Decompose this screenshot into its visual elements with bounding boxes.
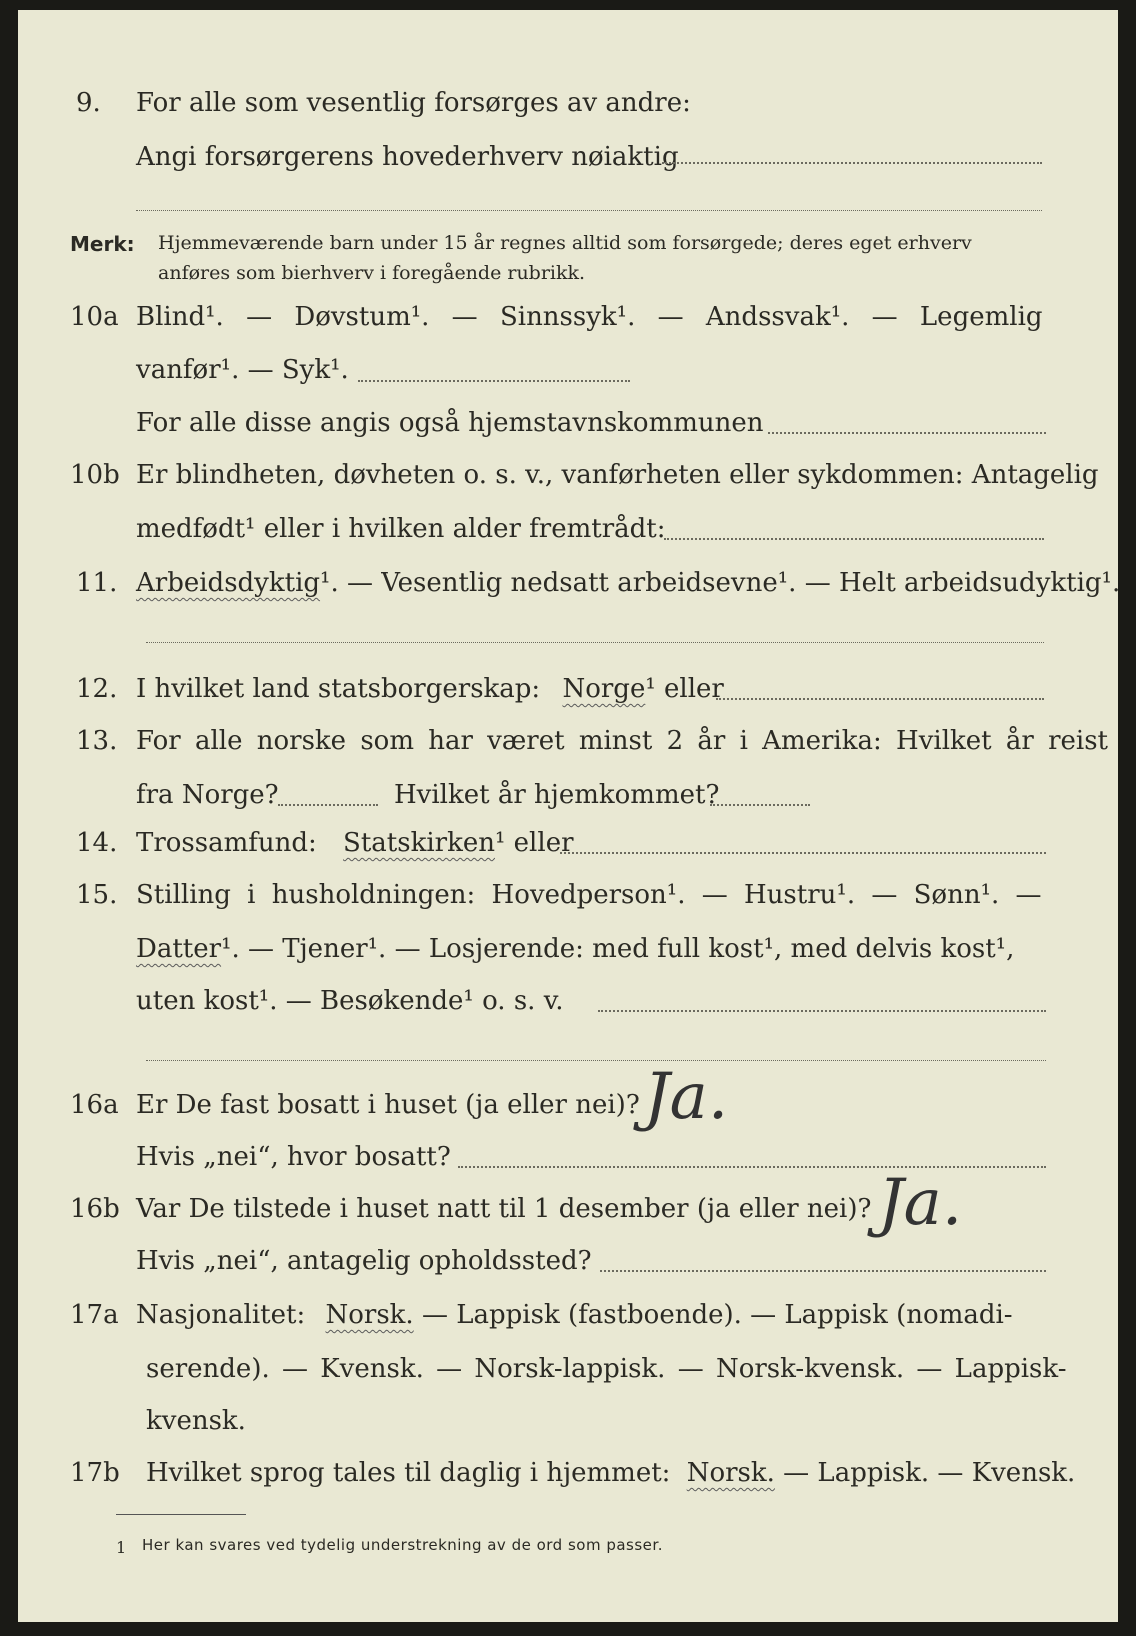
census-form-page	[18, 10, 1121, 1622]
footnote-text: Her kan svares ved tydelig understrekning av de ord som passer.	[142, 1536, 663, 1554]
q15-extra-line[interactable]	[146, 1060, 1046, 1061]
q17a-line3: kvensk.	[146, 1406, 246, 1436]
q10a-number: 10a	[70, 302, 119, 332]
footnote-mark: 1	[116, 1538, 127, 1557]
q17a-number: 17a	[70, 1300, 119, 1330]
q13-year-left-field[interactable]	[278, 804, 378, 806]
merk-line2: anføres som bierhverv i foregående rubrikk.	[158, 262, 586, 284]
q16a-number: 16a	[70, 1090, 119, 1120]
q16b-number: 16b	[70, 1194, 120, 1224]
q16b-location-field[interactable]	[600, 1270, 1046, 1272]
q14-number: 14.	[76, 828, 118, 858]
q14-option-statskirken[interactable]: Statskirken	[343, 828, 495, 858]
q11-rest: ¹. — Vesentlig nedsatt arbeidsevne¹. — Helt arbeidsudyktig¹.	[320, 568, 1121, 598]
q13-number: 13.	[76, 726, 118, 756]
q10a-line3: For alle disse angis også hjemstavnskommunen	[136, 408, 764, 438]
q17b-number: 17b	[70, 1458, 120, 1488]
q15-line1: Stilling i husholdningen: Hovedperson¹. — Hustru¹. — Sønn¹. —	[136, 880, 1042, 910]
q16a-handwritten-answer: Ja.	[644, 1060, 729, 1134]
q13-line1: For alle norske som har været minst 2 år i Amerika: Hvilket år reist	[136, 726, 1108, 756]
q15-number: 15.	[76, 880, 118, 910]
q16a-line1: Er De fast bosatt i huset (ja eller nei)?	[136, 1090, 640, 1120]
q17b-option-norsk[interactable]: Norsk.	[686, 1458, 775, 1488]
q10b-line2: medfødt¹ eller i hvilken alder fremtrådt:	[136, 514, 666, 544]
q14-prefix: Trossamfund:	[136, 828, 317, 858]
q16b-handwritten-answer: Ja.	[878, 1166, 963, 1240]
q9-line1: For alle som vesentlig forsørges av andre:	[136, 88, 691, 118]
q17a-option-norsk[interactable]: Norsk.	[325, 1300, 414, 1330]
q11-extra-line[interactable]	[146, 642, 1044, 643]
q10b-age-field[interactable]	[664, 538, 1044, 540]
q10b-line1: Er blindheten, døvheten o. s. v., vanførheten eller sykdommen: Antagelig	[136, 460, 1099, 490]
merk-label: Merk:	[70, 232, 135, 256]
q10a-line1: Blind¹. — Døvstum¹. — Sinnssyk¹. — Andssvak¹. — Legemlig	[136, 302, 1043, 332]
q10a-sick-field[interactable]	[358, 380, 630, 382]
q12-option-norge[interactable]: Norge	[562, 674, 646, 704]
q17b-suffix: — Lappisk. — Kvensk.	[783, 1458, 1076, 1488]
q16b-line2: Hvis „nei“, antagelig opholdssted?	[136, 1246, 592, 1276]
q10b-number: 10b	[70, 460, 120, 490]
q9-line2: Angi forsørgerens hovederhverv nøiaktig	[136, 142, 679, 172]
q13-year-returned-field[interactable]	[710, 804, 810, 806]
q13-line2b: Hvilket år hjemkommet?	[394, 780, 720, 810]
q17a-prefix: Nasjonalitet:	[136, 1300, 306, 1330]
q12-suffix: ¹ eller	[645, 674, 724, 704]
q15-option-datter[interactable]: Datter	[136, 934, 222, 964]
q9-answer-field[interactable]	[662, 162, 1042, 164]
q9-extra-line[interactable]	[136, 210, 1042, 211]
q14-other-faith-field[interactable]	[560, 852, 1046, 854]
q15-line3: uten kost¹. — Besøkende¹ o. s. v.	[136, 986, 564, 1016]
q13-line2a: fra Norge?	[136, 780, 279, 810]
q12-number: 12.	[76, 674, 118, 704]
merk-line1: Hjemmeværende barn under 15 år regnes alltid som forsørgede; deres eget erhverv	[158, 232, 972, 254]
q12-other-country-field[interactable]	[716, 698, 1044, 700]
q17a-line2: serende). — Kvensk. — Norsk-lappisk. — Norsk-kvensk. — Lappisk-	[146, 1354, 1067, 1384]
q16b-line1: Var De tilstede i huset natt til 1 desember (ja eller nei)?	[136, 1194, 872, 1224]
q9-number: 9.	[76, 88, 101, 118]
q16a-line2: Hvis „nei“, hvor bosatt?	[136, 1142, 451, 1172]
q15-other-field[interactable]	[598, 1010, 1046, 1012]
q12-prefix: I hvilket land statsborgerskap:	[136, 674, 541, 704]
footnote-rule	[116, 1514, 246, 1515]
q17b-prefix: Hvilket sprog tales til daglig i hjemmet:	[146, 1458, 671, 1488]
q15-line2: ¹. — Tjener¹. — Losjerende: med full kost¹, med delvis kost¹,	[221, 934, 1015, 964]
q10a-municipality-field[interactable]	[768, 432, 1046, 434]
q10a-line2: vanfør¹. — Syk¹.	[136, 355, 349, 385]
q11-option-arbeidsdyktig[interactable]: Arbeidsdyktig	[136, 568, 321, 598]
q11-number: 11.	[76, 568, 118, 598]
q14-suffix: ¹ eller	[494, 828, 574, 858]
q17a-line1-rest: — Lappisk (fastboende). — Lappisk (nomadi-	[421, 1300, 1013, 1330]
